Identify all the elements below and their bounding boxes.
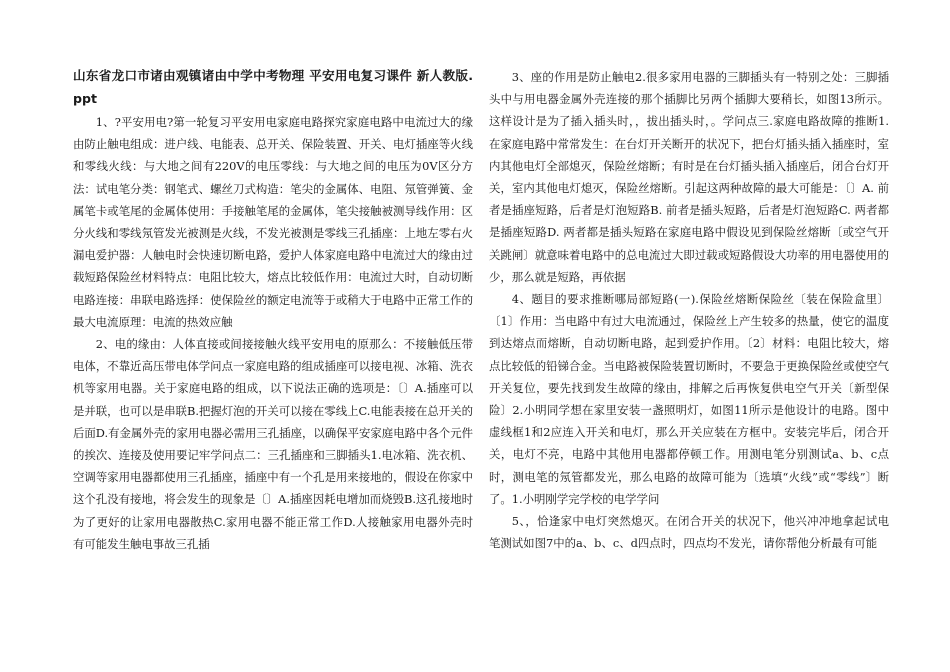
- left-column: [73, 64, 473, 555]
- paragraph-2: 2、电的缘由：人体直接或间接接触火线平安用电的原那么：不接触低压带电体，不靠近高压带电体学问点一家庭电路的组成插座可以接电视、冰箱、洗衣机等家用电器。关于家庭电路的组成，以下说法正确的选项是：〔〕A.插座可以是并联，也可以是串联B.把握灯泡的开关可以接在零线上C.电能表接在总开关的后面D.有金属外壳的家用电器必需用三孔插座，以确保平安家庭电路中各个元件的挨次、连接及使用要记牢学问点二：三孔插座和三脚插头1.电冰箱、洗衣机、空调等家用电器都使用三孔插座，插座中有一个孔是用来接地的，假设在你家中这个孔没有接地，将会发生的现象是〔〕A.插座因耗电增加而烧毁B.这孔接地时为了更好的让家用电器散热C.家用电器不能正常工作D.人接触家用电器外壳时有可能发生触电事故三孔插: [73, 337, 473, 551]
- paragraph-1: 1、?平安用电?第一轮复习平安用电家庭电路探究家庭电路中电流过大的缘由防止触电组成：进户线、电能表、总开关、保险装置、开关、电灯插座等火线和零线火线：与大地之间有220V的电压零线：与大地之间的电压为0V区分方法：试电笔分类：钢笔式、螺丝刀式构造：笔尖的金属体、电阻、氖管弹簧、金属笔卡或笔尾的金属体使用：手接触笔尾的金属体，笔尖接触被测导线作用：区分火线和零线氖管发光被测是火线，不发光被测是零线三孔插座：上地左零右火漏电爱护器：人触电时会快速切断电路，爱护人体家庭电路中电流过大的缘由过载短路保险丝材料特点：电阻比较大，熔点比较低作用：电流过大时，自动切断电路连接：串联电路选择：使保险丝的额定电流等于或稍大于电路中正常工作的最大电流原理：电流的热效应触: [73, 115, 473, 329]
- paragraph-5: 5、，恰逢家中电灯突然熄灭。在闭合开关的状况下，他兴冲冲地拿起试电笔测试如图7中的a、b、c、d四点时，四点均不发光，请你帮他分析最有可能: [489, 514, 889, 551]
- paragraph-4: 4、题目的要求推断哪局部短路(一).保险丝熔断保险丝〔装在保险盒里〕〔1〕作用：当电路中有过大电流通过，保险丝上产生较多的热量，使它的温度到达熔点而熔断，自动切断电路，起到爱护作用。〔2〕材料：电阻比较大，熔点比较低的铅锑合金。当电路被保险装置切断时，不要急于更换保险丝或使空气开关复位，要先找到发生故障的缘由，排解之后再恢复供电空气开关〔新型保险〕2.小明同学想在家里安装一盏照明灯，如图11所示是他设计的电路。图中虚线框1和2应连入开关和电灯，那么开关应装在方框中。安装完毕后，闭合开关，电灯不亮，电路中其他用电器都停顿工作。用测电笔分别测试a、b、c点时，测电笔的氖管都发光，那么电路的故障可能为〔选填“火线”或“零线”〕断了。1.小明刚学完学校的电学学问: [489, 292, 889, 506]
- document-title: 山东省龙口市诸由观镇诸由中学中考物理 平安用电复习课件 新人教版.ppt: [73, 68, 473, 106]
- right-column: [489, 66, 889, 554]
- paragraph-3: 3、座的作用是防止触电2.很多家用电器的三脚插头有一特别之处：三脚插头中与用电器金属外壳连接的那个插脚比另两个插脚大要稍长，如图13所示。这样设计是为了插入插头时，，拔出插头时，。学问点三.家庭电路故障的推断1.在家庭电路中常常发生：在台灯开关断开的状况下，把台灯插头插入插座时，室内其他电灯全部熄灭，保险丝熔断；有时是在台灯插头插入插座后，闭合台灯开关，室内其他电灯熄灭，保险丝熔断。引起这两种故障的最大可能是：〔〕A. 前者是插座短路，后者是灯泡短路B. 前者是插头短路，后者是灯泡短路C. 两者都是插座短路D. 两者都是插头短路在家庭电路中假设见到保险丝熔断〔或空气开关跳闸〕就意味着电路中的总电流过大即过载或短路假设大功率的用电器使用的少，那么就是短路，再依据: [489, 70, 889, 284]
